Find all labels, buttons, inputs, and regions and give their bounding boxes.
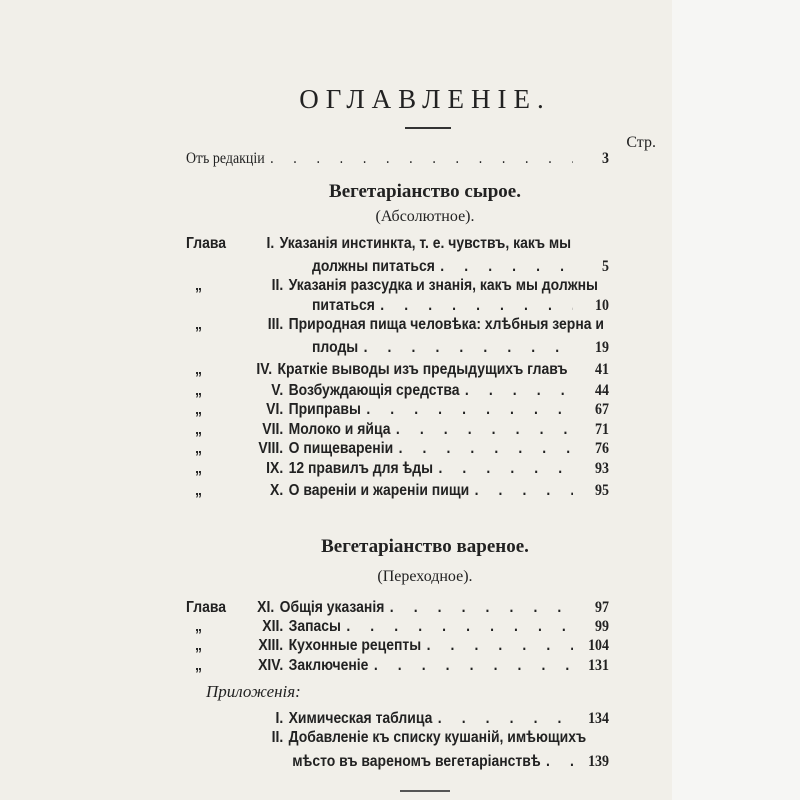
entry-title: Возбуждающія средства (288, 382, 460, 399)
chapter-number: XI. (257, 599, 275, 616)
page-number: 41 (595, 361, 609, 378)
toc-entry (186, 421, 609, 441)
dot-leader (390, 599, 573, 617)
page-number: 93 (595, 460, 609, 477)
entry-prefix: Глава (186, 599, 226, 616)
chapter-number: X. (270, 482, 284, 499)
part1-heading: Вегетаріанство сырое. (329, 181, 521, 202)
entry-prefix: Глава (186, 235, 226, 252)
entry-title: Отъ редакціи (186, 150, 265, 167)
page-number: 139 (588, 753, 609, 770)
appendix-entry (186, 710, 609, 730)
dot-leader (374, 657, 573, 675)
chapter-number: I. (266, 235, 275, 252)
page-number: 134 (588, 710, 609, 727)
toc-entry-cont (186, 339, 609, 359)
entry-title: Указанія разсудка и знанія, какъ мы должны (288, 277, 598, 294)
toc-entry (186, 382, 609, 402)
page-number: 99 (595, 618, 609, 635)
entry-title: 12 правилъ для ѣды (288, 460, 434, 477)
entry-title: Запасы (288, 618, 341, 635)
chapter-number: I. (275, 710, 284, 727)
page-number: 97 (595, 599, 609, 616)
dot-leader (546, 753, 573, 771)
toc-entry (186, 460, 609, 480)
chapter-number: II. (271, 277, 284, 294)
entry-prefix: „ (195, 277, 202, 294)
entry-title: мѣсто въ вареномъ вегетаріанствѣ (292, 753, 541, 770)
entry-title: Указанія инстинкта, т. е. чувствъ, какъ мы (279, 235, 572, 252)
dot-leader (364, 339, 573, 357)
toc-entry (186, 599, 609, 619)
appendix-entry (186, 729, 609, 749)
entry-prefix: „ (195, 618, 202, 635)
chapter-number: XIII. (258, 637, 284, 654)
page-number: 67 (595, 401, 609, 418)
page-number: 76 (595, 440, 609, 457)
toc-entry (186, 482, 609, 502)
page-number: 71 (595, 421, 609, 438)
chapter-number: IX. (266, 460, 284, 477)
appendices-label: Приложенія: (206, 682, 301, 701)
chapter-number: II. (271, 729, 284, 746)
dot-leader (438, 460, 573, 478)
page-number: 10 (595, 297, 609, 314)
chapter-number: XIV. (258, 657, 284, 674)
dot-leader (270, 150, 573, 168)
toc-entry (186, 440, 609, 460)
page-number: 19 (595, 339, 609, 356)
page-number: 5 (602, 258, 609, 275)
entry-prefix: „ (195, 401, 202, 418)
dot-leader (366, 401, 573, 419)
entry-title: Заключеніе (288, 657, 369, 674)
entry-prefix: „ (195, 440, 202, 457)
entry-prefix: „ (195, 316, 202, 333)
entry-title: Кухонные рецепты (288, 637, 422, 654)
footer-rule (400, 790, 450, 792)
toc-entry (186, 618, 609, 638)
part1-subheading: (Абсолютное). (375, 208, 475, 225)
entry-title: О пищевареніи (288, 440, 394, 457)
entry-prefix: „ (195, 421, 202, 438)
entry-title: Краткіе выводы изъ предыдущихъ главъ (277, 361, 568, 378)
entry-title: Добавленіе къ списку кушаній, имѣющихъ (288, 729, 587, 746)
dot-leader (465, 382, 573, 400)
page-number: 44 (595, 382, 609, 399)
entry-prefix: „ (195, 482, 202, 499)
toc-entry (186, 316, 609, 336)
entry-prefix: „ (195, 460, 202, 477)
toc-entry (186, 637, 609, 657)
toc-entry (186, 235, 609, 255)
dot-leader (346, 618, 573, 636)
toc-entry-preface (186, 150, 609, 170)
entry-title: Молоко и яйца (288, 421, 391, 438)
entry-title: Химическая таблица (288, 710, 433, 727)
toc-entry-cont (186, 258, 609, 278)
chapter-number: VIII. (258, 440, 284, 457)
chapter-number: V. (271, 382, 284, 399)
toc-entry (186, 657, 609, 677)
chapter-number: XII. (262, 618, 284, 635)
entry-title: Приправы (288, 401, 361, 418)
dot-leader (440, 258, 573, 276)
toc-entry (186, 361, 609, 381)
appendix-entry-cont (186, 753, 609, 773)
page-number: 3 (602, 150, 609, 167)
dot-leader (396, 421, 573, 439)
entry-title: Общія указанія (279, 599, 385, 616)
chapter-number: VII. (262, 421, 284, 438)
page-title: ОГЛАВЛЕНІЕ. (299, 84, 551, 114)
dot-leader (438, 710, 573, 728)
toc-entry (186, 401, 609, 421)
page-number: 104 (588, 637, 609, 654)
chapter-number: III. (267, 316, 284, 333)
page-column-label: Стр. (626, 134, 656, 151)
dot-leader (380, 297, 573, 315)
entry-prefix: „ (195, 361, 202, 378)
entry-title: должны питаться (312, 258, 435, 275)
entry-prefix: „ (195, 382, 202, 399)
part2-subheading: (Переходное). (377, 568, 473, 585)
title-rule (405, 127, 451, 129)
page-number: 131 (588, 657, 609, 674)
toc-entry-cont (186, 297, 609, 317)
dot-leader (427, 637, 573, 655)
chapter-number: IV. (256, 361, 273, 378)
entry-title: Природная пища человѣка: хлѣбныя зерна и (288, 316, 604, 333)
page-edge (672, 0, 800, 800)
part2-heading: Вегетаріанство вареное. (321, 536, 529, 557)
dot-leader (475, 482, 573, 500)
entry-prefix: „ (195, 637, 202, 654)
entry-prefix: „ (195, 657, 202, 674)
entry-title: О вареніи и жареніи пищи (288, 482, 470, 499)
toc-entry (186, 277, 609, 297)
chapter-number: VI. (266, 401, 284, 418)
entry-title: плоды (312, 339, 359, 356)
page-number: 95 (595, 482, 609, 499)
dot-leader (399, 440, 573, 458)
entry-title: питаться (312, 297, 375, 314)
